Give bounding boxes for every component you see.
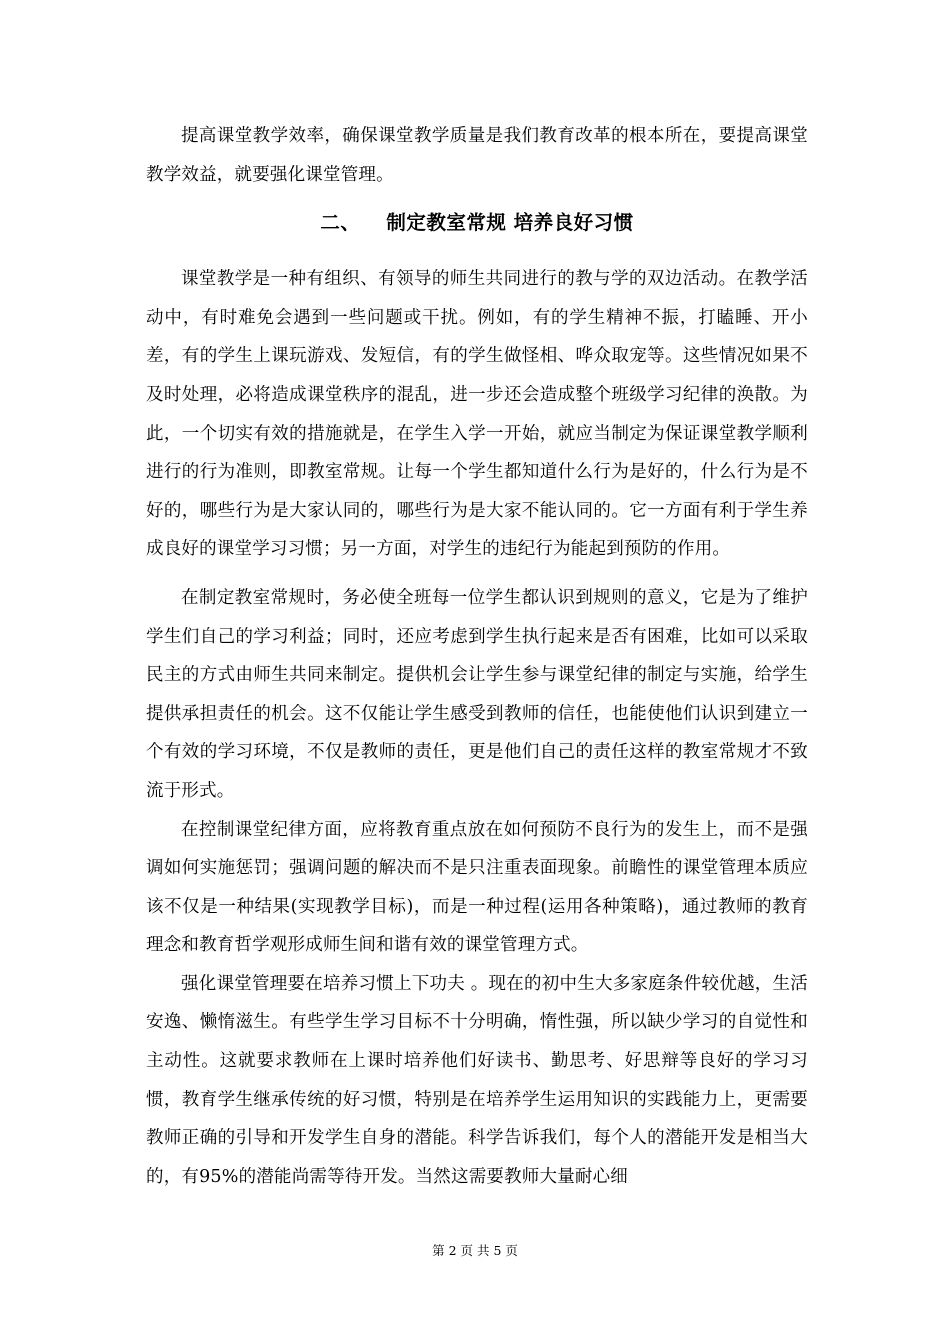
section-heading — [146, 204, 808, 242]
page-footer: 第 2 页 共 5 页 — [432, 1243, 518, 1258]
body-paragraph-4: 强化课堂管理要在培养习惯上下功夫 。现在的初中生大多家庭条件较优越，生活安逸、懒惰滋生。有些学生学习目标不十分明确，惰性强，所以缺少学习的自觉性和主动性。这就要求教师在上课时培养他们好读书、勤思考、好思辩等良好的学习习惯，教育学生继承传统的好习惯，特别是在培养学生运用知识的实践能力上，更需要教师正确的引导和开发学生自身的潜能。科学告诉我们，每个人的潜能开发是相当大的，有95%的潜能尚需等待开发。当然这需要教师大量耐心细 — [146, 973, 808, 1187]
section-number: 二、 — [320, 211, 361, 235]
section-title: 制定教室常规 培养良好习惯 — [386, 211, 634, 235]
body-paragraph-3: 在控制课堂纪律方面，应将教育重点放在如何预防不良行为的发生上，而不是强调如何实施惩罚；强调问题的解决而不是只注重表面现象。前瞻性的课堂管理本质应该不仅是一种结果(实现教学目标)，而是一种过程(运用各种策略)，通过教师的教育理念和教育哲学观形成师生间和谐有效的课堂管理方式。 — [146, 819, 808, 956]
page-content — [146, 117, 808, 1196]
body-paragraph-2: 在制定教室常规时，务必使全班每一位学生都认识到规则的意义，它是为了维护学生们自己的学习利益；同时，还应考虑到学生执行起来是否有困难，比如可以采取民主的方式由师生共同来制定。提供机会让学生参与课堂纪律的制定与实施，给学生提供承担责任的机会。这不仅能让学生感受到教师的信任，也能使他们认识到建立一个有效的学习环境，不仅是教师的责任，更是他们自己的责任这样的教室常规才不致流于形式。 — [146, 587, 808, 801]
intro-paragraph: 提高课堂教学效率，确保课堂教学质量是我们教育改革的根本所在，要提高课堂教学效益，就要强化课堂管理。 — [146, 126, 808, 185]
body-paragraph-1: 课堂教学是一种有组织、有领导的师生共同进行的教与学的双边活动。在教学活动中，有时难免会遇到一些问题或干扰。例如，有的学生精神不振，打瞌睡、开小差，有的学生上课玩游戏、发短信，有的学生做怪相、哗众取宠等。这些情况如果不及时处理，必将造成课堂秩序的混乱，进一步还会造成整个班级学习纪律的涣散。为此，一个切实有效的措施就是，在学生入学一开始，就应当制定为保证课堂教学顺利进行的行为准则，即教室常规。让每一个学生都知道什么行为是好的，什么行为是不好的，哪些行为是大家认同的，哪些行为是大家不能认同的。它一方面有利于学生养成良好的课堂学习习惯；另一方面，对学生的违纪行为能起到预防的作用。 — [146, 269, 808, 560]
